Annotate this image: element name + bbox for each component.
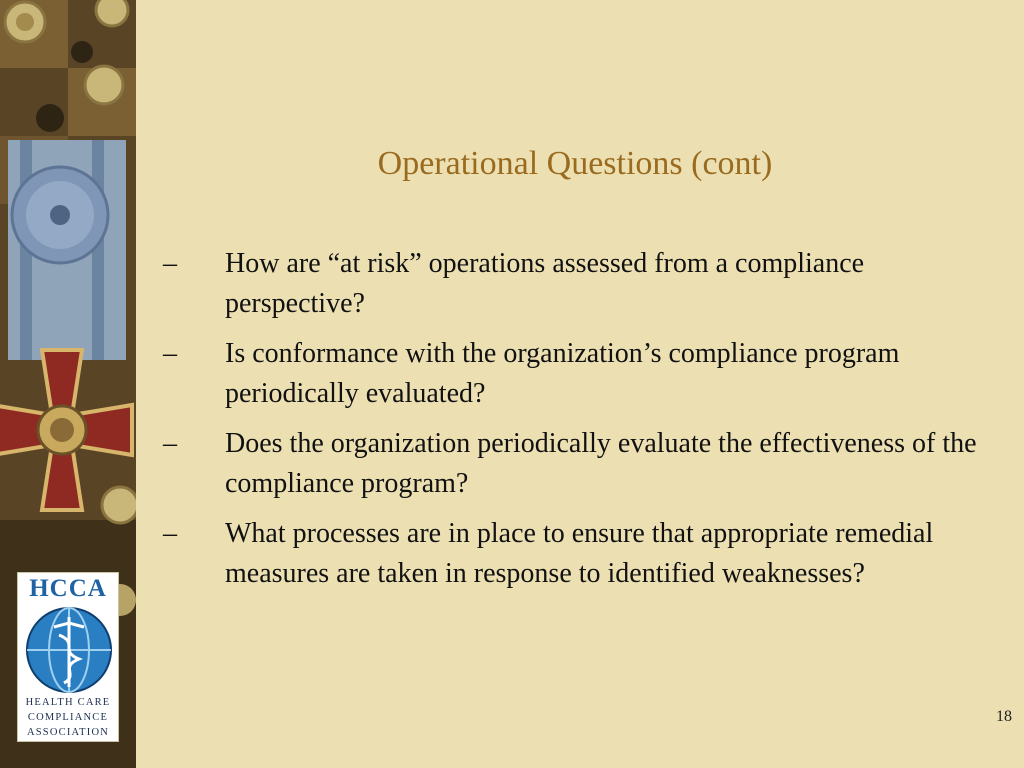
logo-line-2: COMPLIANCE xyxy=(27,712,109,723)
page-number: 18 xyxy=(996,708,1012,725)
logo-acronym: HCCA xyxy=(29,575,107,602)
bullet-dash: – xyxy=(163,428,177,459)
bullet-text: What processes are in place to ensure that appropriate remedial measures are taken in response to identified weaknesses? xyxy=(225,518,934,589)
bullet-item xyxy=(163,244,983,324)
hcca-logo xyxy=(17,572,119,742)
bullet-item xyxy=(163,514,983,594)
bullet-item xyxy=(163,424,983,504)
bullet-item xyxy=(163,334,983,414)
bullet-text: Does the organization periodically evaluate the effectiveness of the compliance program? xyxy=(225,428,977,499)
logo-line-3: ASSOCIATION xyxy=(26,727,110,738)
bullet-text: Is conformance with the organization’s compliance program periodically evaluated? xyxy=(225,338,900,409)
bullet-dash: – xyxy=(163,338,177,369)
bullet-list xyxy=(163,244,983,604)
bullet-text: How are “at risk” operations assessed from a compliance perspective? xyxy=(225,248,865,319)
logo-line-1: HEALTH CARE xyxy=(25,697,111,708)
bullet-dash: – xyxy=(163,248,177,279)
globe-icon xyxy=(24,605,114,695)
slide-title: Operational Questions (cont) xyxy=(377,145,773,182)
bullet-dash: – xyxy=(163,518,177,549)
